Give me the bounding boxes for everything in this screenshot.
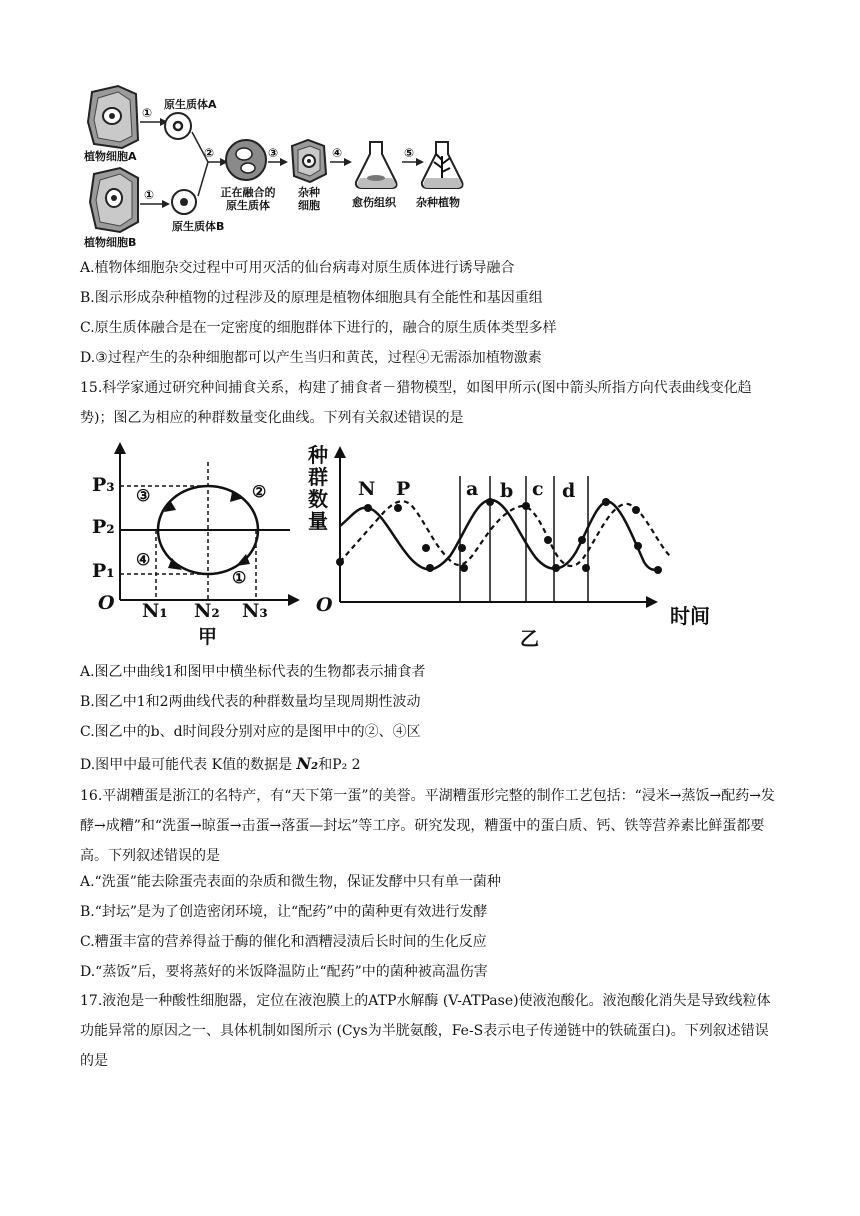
label-step-1a: ① [142, 106, 153, 120]
label-hybrid-plant: 杂种植物 [416, 196, 460, 209]
q15-option-d-formula: N₂ [296, 754, 319, 773]
yi-xlabel: 时间 [670, 604, 710, 628]
jia-tick-p2: P₂ [92, 516, 115, 538]
plant-cell-b-icon [90, 168, 138, 232]
yi-caption: 乙 [520, 628, 540, 650]
label-step-1b: ① [144, 188, 155, 202]
figure-jia [80, 440, 300, 650]
q16-option-a: A.“洗蛋”能去除蛋壳表面的杂质和微生物，保证发酵中只有单一菌种 [80, 874, 501, 890]
jia-region-3: ③ [136, 486, 151, 505]
fusing-protoplast-icon [226, 140, 266, 180]
label-step-3: ③ [268, 146, 279, 160]
yi-ylabel: 种群数量 [308, 443, 328, 533]
callus-flask-icon [356, 142, 397, 188]
jia-tick-n2: N₂ [194, 600, 220, 622]
q16-option-b: B.“封坛”是为了创造密闭环境，让“配药”中的菌种更有效进行发酵 [80, 904, 488, 920]
label-plant-cell-b: 植物细胞B [84, 236, 137, 249]
q15-stem: 15.科学家通过研究种间捕食关系，构建了捕食者－猎物模型，如图甲所示(图中箭头所指方向代表曲线变化趋势)；图乙为相应的种群数量变化曲线。下列有关叙述错误的是 [80, 380, 752, 426]
yi-label-p: P [396, 478, 411, 500]
yi-label-n: N [358, 478, 376, 500]
q16-option-d: D.“蒸饭”后，要将蒸好的米饭降温防止“配药”中的菌种被高温伤害 [80, 964, 488, 980]
label-callus: 愈伤组织 [352, 196, 396, 209]
q14-option-b: B.图示形成杂种植物的过程涉及的原理是植物体细胞具有全能性和基因重组 [80, 290, 543, 306]
figure-14 [80, 82, 480, 250]
q14-option-a: A.植物体细胞杂交过程中可用灭活的仙台病毒对原生质体进行诱导融合 [80, 260, 515, 276]
jia-origin: O [98, 592, 115, 614]
jia-tick-n1: N₁ [142, 600, 168, 622]
q16-stem: 16.平湖糟蛋是浙江的名特产，有“天下第一蛋”的美誉。平湖糟蛋形完整的制作工艺包括：“浸米→蒸饭→配药→发酵→成糟”和“洗蛋→晾蛋→击蛋→落蛋—封坛”等工序。研究发现，糟蛋中的蛋白质、钙、铁等营养素比鲜蛋都要高。下列叙述错误的是 [80, 788, 775, 864]
q15-option-d-tail: 和P₂ 2 [318, 757, 361, 773]
figure-yi [300, 440, 730, 655]
label-fusing: 正在融合的原生质体 [220, 186, 276, 212]
jia-region-4: ④ [136, 550, 151, 569]
q15-option-d-text: D.图甲中最可能代表 K值的数据是 [80, 757, 293, 773]
jia-region-2: ② [252, 482, 267, 501]
yi-origin: O [316, 594, 333, 616]
label-protoplast-a: 原生质体A [164, 98, 217, 111]
q15-option-d [80, 754, 361, 775]
label-step-4: ④ [332, 146, 343, 160]
label-step-5: ⑤ [404, 146, 415, 160]
q15-option-b: B.图乙中1和2两曲线代表的种群数量均呈现周期性波动 [80, 694, 421, 710]
fig14-drawing [80, 82, 480, 250]
jia-caption: 甲 [198, 626, 218, 648]
label-plant-cell-a: 植物细胞A [84, 150, 137, 163]
jia-tick-p3: P₃ [92, 474, 115, 496]
q15-option-c: C.图乙中的b、d时间段分别对应的是图甲中的②、④区 [80, 724, 421, 740]
label-step-2: ② [204, 146, 215, 160]
jia-tick-n3: N₃ [242, 600, 268, 622]
yi-label-b: b [500, 480, 514, 502]
hybrid-plant-flask-icon [422, 142, 463, 188]
yi-curve-n [340, 500, 658, 570]
hybrid-cell-icon [292, 140, 326, 182]
label-protoplast-b: 原生质体B [172, 220, 225, 233]
jia-tick-p1: P₁ [92, 560, 115, 582]
fig-yi-drawing [300, 440, 730, 655]
yi-label-c: c [532, 478, 544, 500]
yi-label-a: a [466, 478, 479, 500]
label-hybrid-cell: 杂种细胞 [298, 186, 320, 212]
q14-option-d: D.③过程产生的杂种细胞都可以产生当归和黄芪，过程④无需添加植物激素 [80, 350, 542, 366]
jia-region-1: ① [232, 568, 247, 587]
q14-option-c: C.原生质体融合是在一定密度的细胞群体下进行的，融合的原生质体类型多样 [80, 320, 557, 336]
yi-label-d: d [562, 480, 576, 502]
q15-option-a: A.图乙中曲线1和图甲中横坐标代表的生物都表示捕食者 [80, 664, 426, 680]
q17-stem: 17.液泡是一种酸性细胞器，定位在液泡膜上的ATP水解酶 (V-ATPase)使液泡酸化。液泡酸化消失是导致线粒体功能异常的原因之一、具体机制如图所示 (Cys为半胱氨酸，Fe-S表示电子传递链中的铁硫蛋白)。下列叙述错误的是 [80, 993, 771, 1069]
q16-option-c: C.糟蛋丰富的营养得益于酶的催化和酒糟浸渍后长时间的生化反应 [80, 934, 487, 950]
plant-cell-a-icon [88, 86, 138, 148]
